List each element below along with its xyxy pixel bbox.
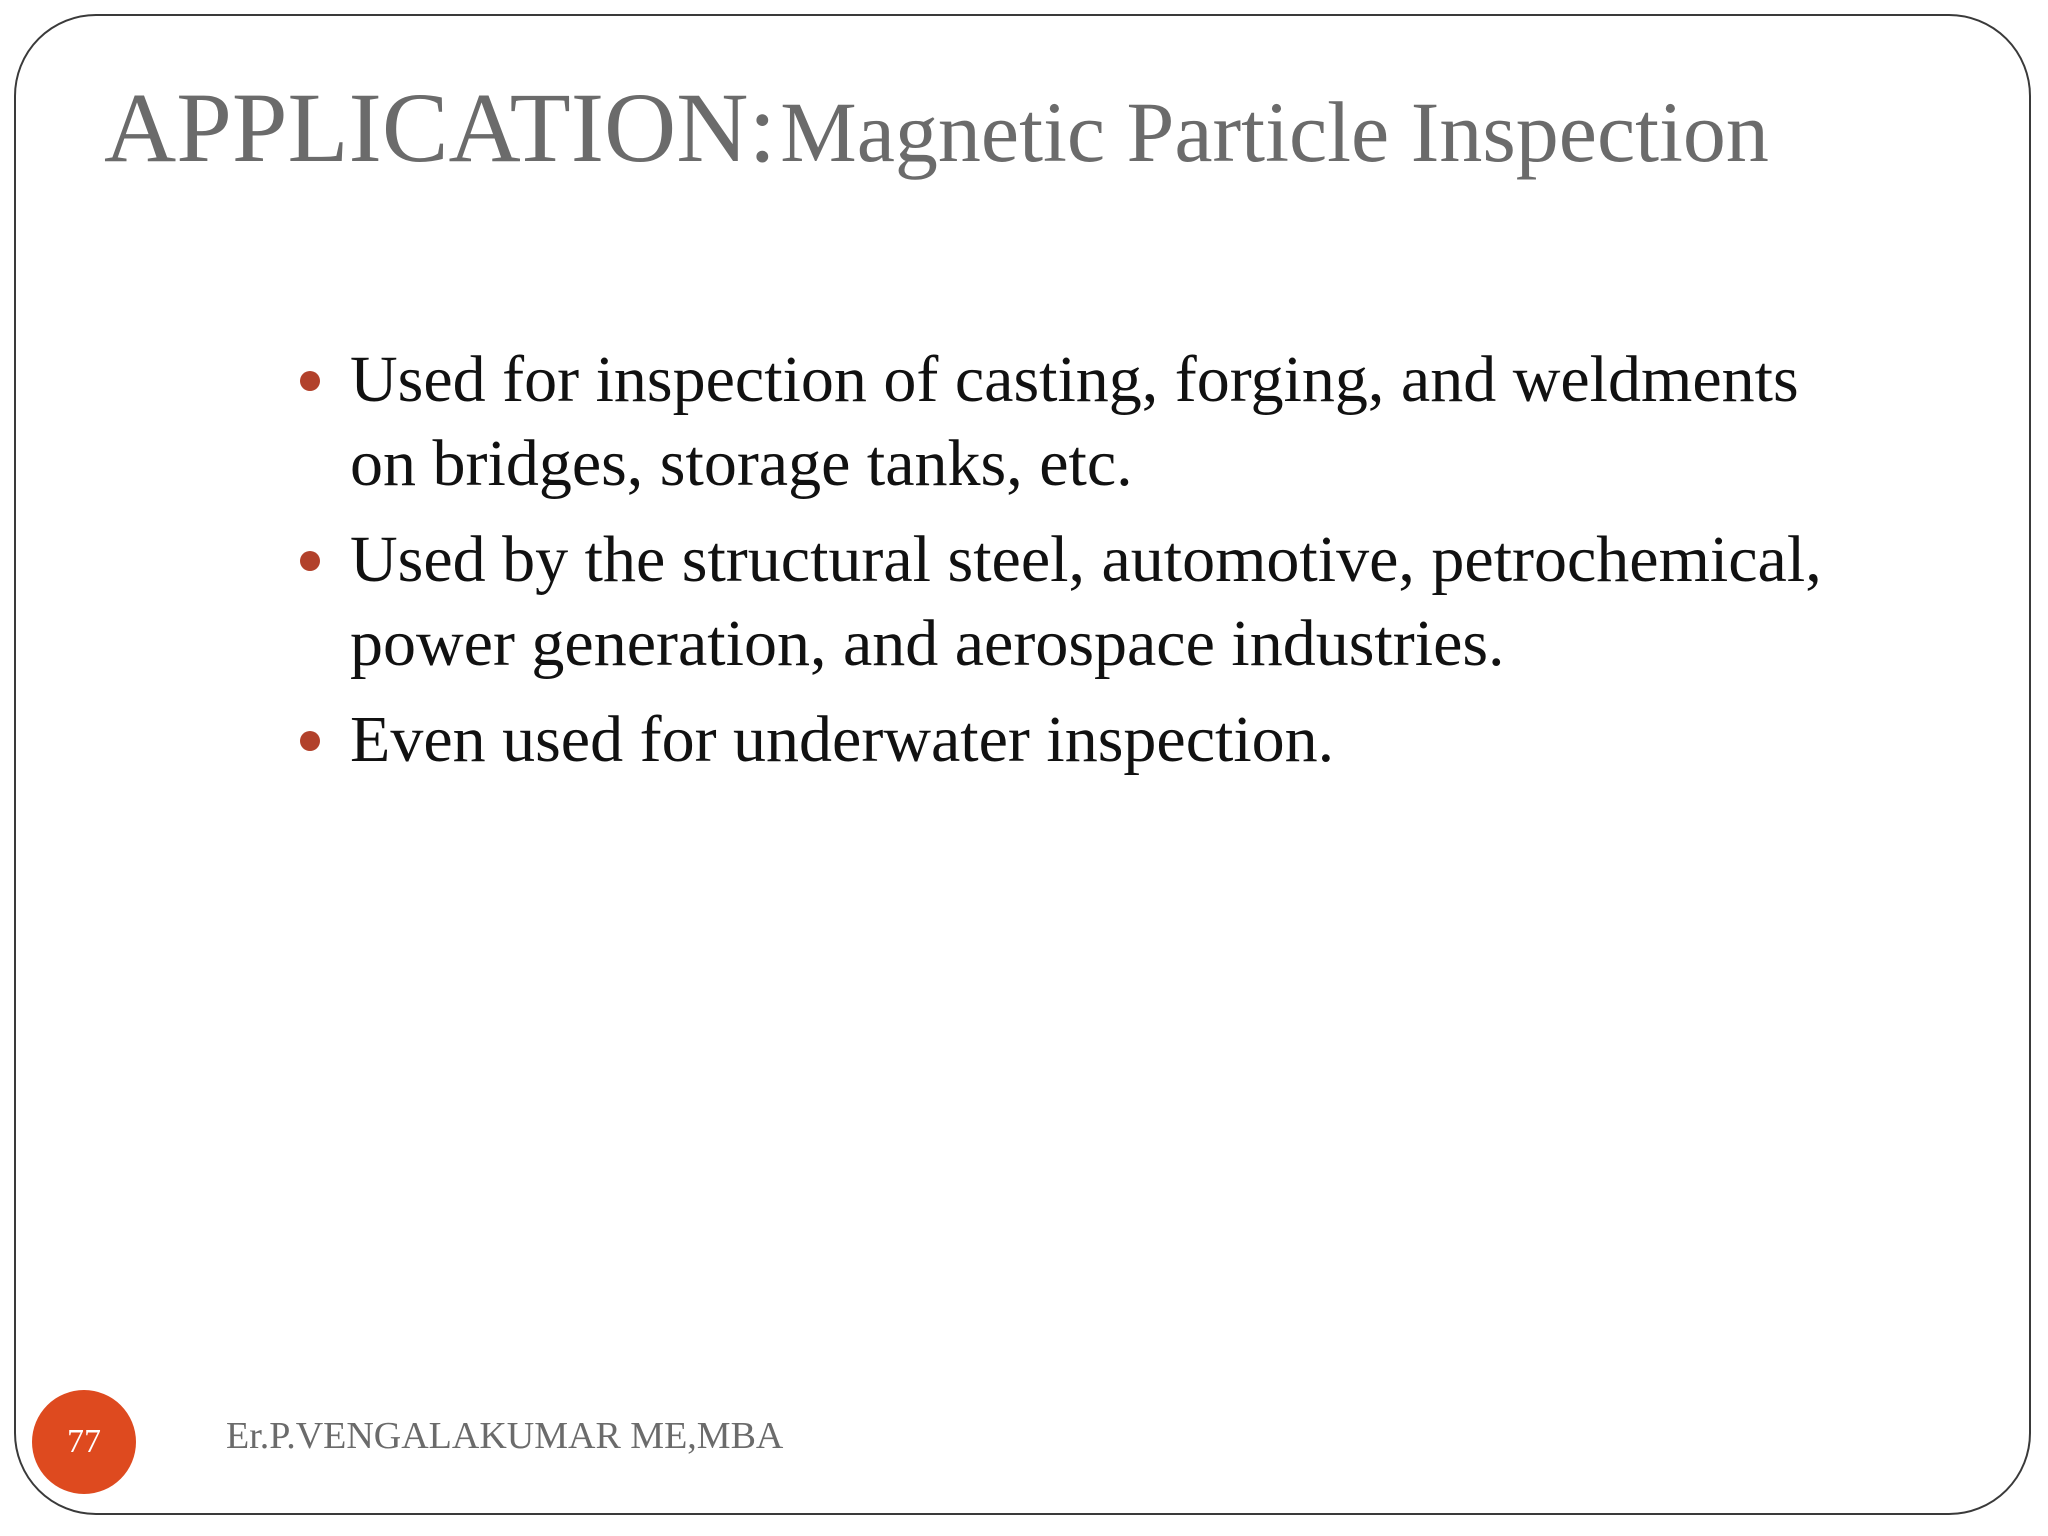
bullet-text: Used for inspection of casting, forging, and weldments on bridges, storage tanks, etc. [350,343,1799,500]
page-number: 77 [67,1423,101,1460]
title-main: APPLICATION: [104,72,777,183]
bullet-text: Used by the structural steel, automotive, petrochemical, power generation, and aerospace industries. [350,523,1822,680]
bullet-dot-icon [300,371,320,391]
slide-title [104,72,1984,183]
title-sub: Magnetic Particle Inspection [780,84,1769,180]
bullet-item [296,698,1856,782]
footer-author: Er.P.VENGALAKUMAR ME,MBA [226,1415,784,1457]
bullet-text: Even used for underwater inspection. [350,703,1335,776]
bullet-list [296,338,1856,794]
bullet-item [296,518,1856,686]
bullet-item [296,338,1856,506]
bullet-dot-icon [300,551,320,571]
page-number-badge [32,1390,136,1494]
bullet-dot-icon [300,731,320,751]
